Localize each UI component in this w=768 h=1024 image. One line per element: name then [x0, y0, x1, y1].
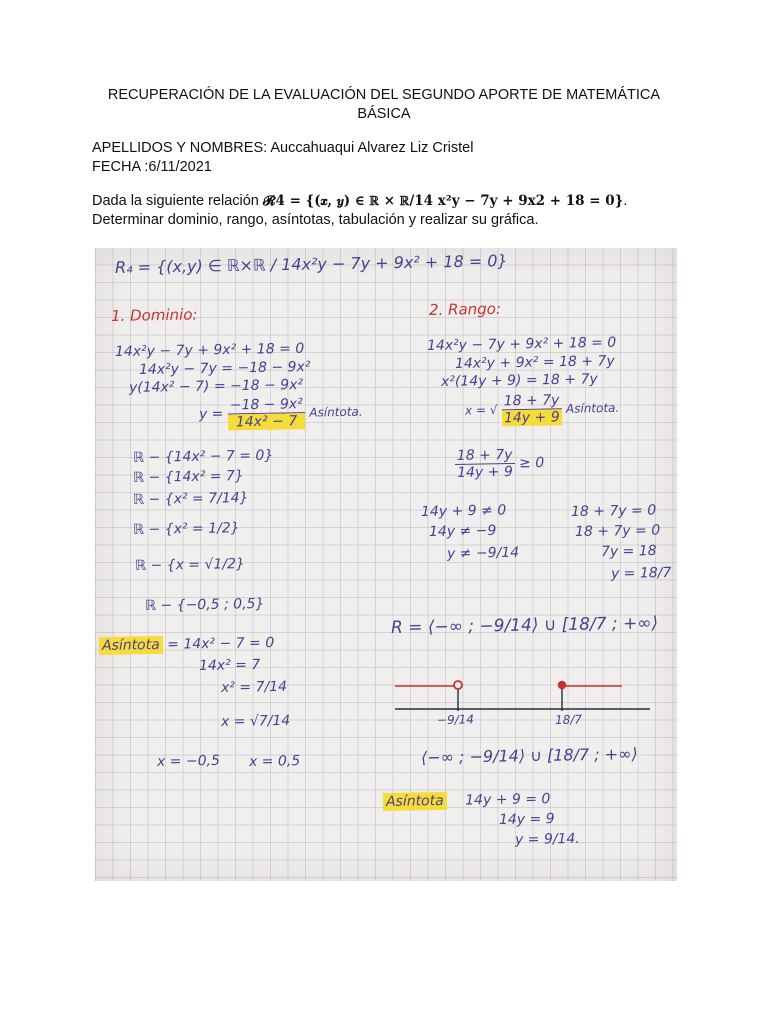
range-right-case-2: 18 + 7y = 0	[574, 522, 661, 540]
domain-y-label: y =	[198, 405, 229, 423]
domain-y-den: 14x² − 7	[228, 413, 305, 430]
exam-date: FECHA :6/11/2021	[92, 159, 212, 175]
notes-relation: R₄ = {(x,y) ∈ ℝ×ℝ / 14x²y − 7y + 9x² + 18 = 0}	[114, 251, 508, 277]
range-left-case-2: 14y ≠ −9	[428, 522, 497, 540]
number-line-label-right: 18/7	[554, 712, 583, 727]
range-inequality-sign: ≥ 0	[518, 454, 545, 472]
range-sqrt-num: 18 + 7y	[502, 392, 562, 410]
number-line-label-left: −9/14	[436, 712, 475, 727]
range-right-case-3: 7y = 18	[600, 543, 657, 560]
student-name: APELLIDOS Y NOMBRES: Auccahuaqui Alvarez Liz Cristel	[92, 140, 474, 156]
range-inequality-den: 14y + 9	[457, 463, 513, 481]
relation-formula: 𝓡4 = {(𝒙, 𝒚) ∈ ℝ × ℝ/14 x²y − 7y + 9x2 + 18 = 0}	[262, 193, 624, 209]
domain-step-1: 14x²y − 7y + 9x² + 18 = 0	[114, 340, 305, 360]
vertical-asymptote-step-1: = 14x² − 7 = 0	[167, 634, 275, 653]
domain-restriction-2: ℝ − {14x² = 7}	[132, 468, 244, 486]
open-point	[454, 681, 462, 689]
domain-heading: 1. Dominio:	[110, 305, 198, 325]
problem-instruction: . Determinar dominio, rango, asíntotas, tabulación y realizar su gráfica.	[92, 193, 628, 228]
horizontal-asymptote-line-1	[383, 791, 551, 810]
domain-restriction-4: ℝ − {x² = 1/2}	[132, 520, 240, 538]
problem-intro: Dada la siguiente relación	[92, 193, 263, 209]
range-heading: 2. Rango:	[428, 299, 502, 319]
domain-restriction-1: ℝ − {14x² − 7 = 0}	[132, 447, 274, 466]
range-sqrt-den: 14y + 9	[503, 409, 560, 427]
range-step-1: 14x²y − 7y + 9x² + 18 = 0	[426, 334, 617, 354]
domain-y-num: −18 − 9x²	[228, 396, 305, 414]
range-left-case-3: y ≠ −9/14	[446, 544, 520, 562]
horizontal-asymptote-step-2: 14y = 9	[498, 811, 555, 828]
domain-step-3: y(14x² − 7) = −18 − 9x²	[128, 376, 304, 396]
domain-asymptote-tag: Asíntota.	[309, 404, 363, 420]
closed-point	[558, 681, 565, 688]
notebook-photo	[95, 248, 677, 881]
horizontal-asymptote-step-1: 14y + 9 = 0	[465, 791, 551, 809]
horizontal-asymptote-step-3: y = 9/14.	[514, 830, 580, 848]
domain-restriction-3: ℝ − {x² = 7/14}	[132, 489, 249, 508]
horizontal-asymptote-label: Asíntota	[383, 792, 447, 811]
domain-step-2: 14x²y − 7y = −18 − 9x²	[138, 359, 311, 378]
domain-restriction-6: ℝ − {−0,5 ; 0,5}	[144, 595, 265, 614]
range-left-case-1: 14y + 9 ≠ 0	[420, 502, 507, 520]
number-line-sketch	[95, 248, 677, 881]
range-asymptote-tag: Asíntota.	[565, 400, 620, 416]
range-right-case-1: 18 + 7y = 0	[570, 502, 657, 520]
range-right-case-4: y = 18/7	[610, 564, 672, 582]
vertical-asymptote-step-4: x = √7/14	[220, 712, 291, 730]
document-title: RECUPERACIÓN DE LA EVALUACIÓN DEL SEGUNDO APORTE DE MATEMÁTICA BÁSICA	[107, 87, 661, 122]
vertical-asymptote-step-2: 14x² = 7	[198, 656, 261, 674]
problem-statement	[92, 192, 692, 230]
range-step-3: x²(14y + 9) = 18 + 7y	[440, 371, 598, 390]
range-inequality-num: 18 + 7y	[455, 447, 515, 465]
vertical-asymptote-solution-1: x = −0,5	[156, 752, 221, 770]
vertical-asymptote-step-3: x² = 7/14	[220, 678, 288, 696]
range-result: R = ⟨−∞ ; −9/14⟩ ∪ [18/7 ; +∞⟩	[390, 613, 659, 638]
vertical-asymptote-label: Asíntota	[99, 636, 163, 655]
range-step-2: 14x²y + 9x² = 18 + 7y	[454, 353, 615, 372]
range-result-2: ⟨−∞ ; −9/14⟩ ∪ [18/7 ; +∞⟩	[420, 744, 638, 767]
range-sqrt-formula: x = √ $\frac{18 + 7y}{14y + 9}$ Asíntota.	[464, 392, 620, 427]
vertical-asymptote-solution-2: x = 0,5	[248, 753, 301, 770]
domain-restriction-5: ℝ − {x = √1/2}	[134, 556, 246, 574]
